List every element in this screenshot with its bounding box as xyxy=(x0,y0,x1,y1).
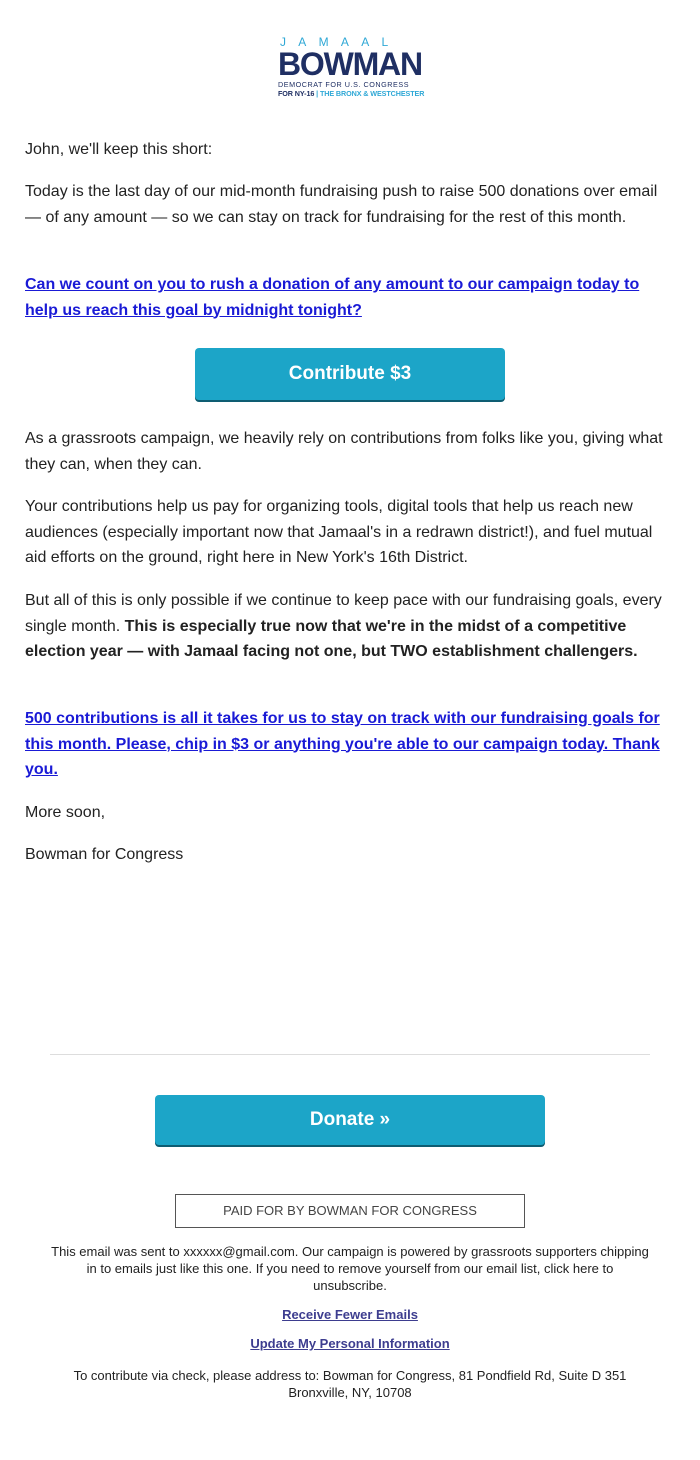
logo-district-left: FOR NY-16 xyxy=(278,89,315,98)
divider xyxy=(50,1054,650,1055)
contribute-button[interactable]: Contribute $3 xyxy=(195,348,505,400)
check-address: To contribute via check, please address to: Bowman for Congress, 81 Pondfield Rd, Suite D 351 Bronxville, NY, 10708 xyxy=(73,1368,627,1400)
chip-in-link[interactable]: 500 contributions is all it takes for us to stay on track with our fundraising goals for this month. Please, chip in $3 or anything you're able to our campaign today. Thank you. xyxy=(25,710,660,778)
donation-ask-link-paragraph xyxy=(25,272,675,323)
grassroots-paragraph: As a grassroots campaign, we heavily rely on contributions from folks like you, giving what they can, when they can. xyxy=(25,430,663,473)
goals-paragraph-bold: This is especially true now that we're in the midst of a competitive election year — with Jamaal facing not one, but TWO establishment challengers. xyxy=(25,617,638,660)
update-info-link[interactable]: Update My Personal Information xyxy=(250,1336,450,1351)
signature: Bowman for Congress xyxy=(25,846,184,863)
logo-district-right: | THE BRONX & WESTCHESTER xyxy=(316,89,425,98)
goals-paragraph-regular: But all of this is only possible if we continue to keep pace with our fundraising goals, every single month. xyxy=(25,592,662,635)
signoff: More soon, xyxy=(25,804,106,821)
donation-ask-link[interactable]: Can we count on you to rush a donation of any amount to our campaign today to help us reach this goal by midnight tonight? xyxy=(25,276,640,319)
intro-paragraph: Today is the last day of our mid-month fundraising push to raise 500 donations over email — of any amount — so we can stay on track for fundraising for the rest of this month. xyxy=(25,183,658,226)
receive-fewer-emails-link[interactable]: Receive Fewer Emails xyxy=(282,1307,418,1322)
logo-first-name: JAMAAL xyxy=(280,35,401,49)
goals-paragraph xyxy=(25,588,675,665)
paid-for-disclaimer: PAID FOR BY BOWMAN FOR CONGRESS xyxy=(175,1194,525,1228)
campaign-logo xyxy=(278,36,424,106)
contributions-paragraph: Your contributions help us pay for organizing tools, digital tools that help us reach new audiences (especially important now that Jamaal's in a redrawn district!), and fuel mutual aid efforts on the ground, right here in New York's 16th District. xyxy=(25,498,653,566)
logo-tagline: DEMOCRAT FOR U.S. CONGRESS xyxy=(278,80,410,89)
donate-button[interactable]: Donate » xyxy=(155,1095,545,1145)
unsubscribe-disclaimer[interactable]: This email was sent to xxxxxx@gmail.com. Our campaign is powered by grassroots supporters chipping in to emails just like this one. If you need to remove yourself from our email list, click here to unsubscribe. xyxy=(51,1244,649,1293)
greeting: John, we'll keep this short: xyxy=(25,141,213,158)
logo-district xyxy=(278,89,424,98)
logo-last-name: BOWMAN xyxy=(278,46,422,82)
chip-in-link-paragraph xyxy=(25,706,675,783)
